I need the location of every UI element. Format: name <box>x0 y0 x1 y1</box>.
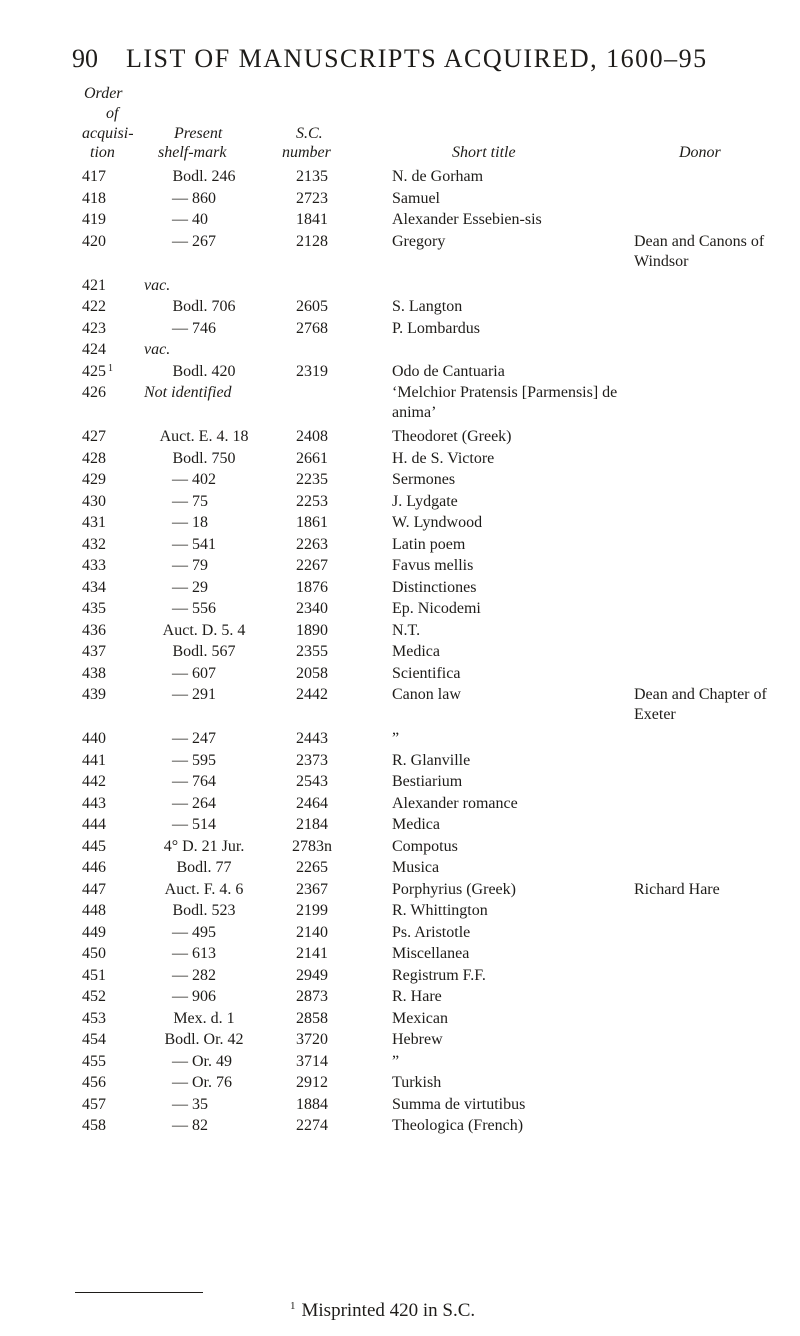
order-number: 422 <box>82 298 106 315</box>
shelf-mark: — 82 <box>172 1117 208 1134</box>
short-title: Latin poem <box>392 535 466 553</box>
short-title: Sermones <box>392 471 456 488</box>
sc-number: 2367 <box>296 880 328 898</box>
short-title: Registrum F.F. <box>392 966 486 984</box>
order-number: 435 <box>82 600 106 617</box>
order-number: 446 <box>82 859 106 876</box>
sc-number: 2464 <box>296 794 328 812</box>
sc-number: 2128 <box>296 232 328 250</box>
sc-number: 2235 <box>296 471 328 488</box>
order-number: 434 <box>82 578 106 596</box>
col-head-shelf-1: Present <box>174 125 223 142</box>
short-title: S. Langton <box>392 298 463 315</box>
sc-number: 2140 <box>296 923 328 941</box>
footnote-ref: 1 <box>108 362 113 374</box>
short-title: Porphyrius (Greek) <box>392 880 516 898</box>
shelf-mark: — 556 <box>172 600 216 617</box>
col-head-sc-1: S.C. <box>296 125 323 142</box>
sc-number: 2355 <box>296 643 328 660</box>
short-title: Medica <box>392 816 440 833</box>
order-number: 420 <box>82 232 106 250</box>
order-number: 418 <box>82 189 106 207</box>
order-number: 455 <box>82 1052 106 1070</box>
footnote-mark: 1 <box>290 1300 296 1312</box>
short-title: Bestiarium <box>392 773 463 790</box>
footnote <box>290 1300 475 1322</box>
shelf-mark: Bodl. 420 <box>172 362 236 380</box>
shelf-mark: Not identified <box>144 384 232 401</box>
short-title: Gregory <box>392 232 446 250</box>
sc-number: 2723 <box>296 189 328 207</box>
col-head-order-3: acquisi- <box>82 125 134 142</box>
order-number: 451 <box>82 966 106 984</box>
order-number: 417 <box>82 168 106 185</box>
short-title: N.T. <box>392 621 421 639</box>
order-number: 447 <box>82 880 106 898</box>
col-head-title: Short title <box>452 144 516 161</box>
sc-number: 2267 <box>296 557 328 574</box>
order-number: 445 <box>82 837 106 855</box>
shelf-mark: — 764 <box>172 773 216 790</box>
donor: Richard Hare <box>634 880 720 898</box>
short-title: Alexander romance <box>392 794 518 812</box>
shelf-mark: Bodl. 706 <box>172 298 236 315</box>
order-number: 450 <box>82 945 106 962</box>
short-title: Favus mellis <box>392 557 474 574</box>
order-number: 452 <box>82 988 106 1005</box>
order-number: 442 <box>82 773 106 790</box>
shelf-mark: — 906 <box>172 988 216 1005</box>
short-title: W. Lyndwood <box>392 514 483 531</box>
short-title: Scientifica <box>392 664 461 682</box>
sc-number: 1884 <box>296 1095 328 1113</box>
col-head-donor: Donor <box>679 144 721 161</box>
sc-number: 1861 <box>296 514 328 531</box>
shelf-mark: — Or. 49 <box>172 1052 232 1070</box>
order-number: 458 <box>82 1117 106 1134</box>
short-title: ” <box>392 1052 400 1070</box>
shelf-mark: — 264 <box>172 794 216 812</box>
sc-number: 2135 <box>296 168 328 185</box>
sc-number: 2319 <box>296 362 328 380</box>
sc-number: 2443 <box>296 730 328 747</box>
order-number: 453 <box>82 1009 106 1027</box>
col-head-order-4: tion <box>90 144 115 161</box>
order-number: 430 <box>82 492 106 510</box>
short-title: Alexander Essebien-sis <box>392 211 542 228</box>
shelf-mark: Bodl. Or. 42 <box>164 1031 244 1048</box>
sc-number: 2783n <box>292 837 332 855</box>
order-number: 426 <box>82 384 106 401</box>
sc-number: 2873 <box>296 988 328 1005</box>
short-title: Turkish <box>392 1074 442 1091</box>
short-title: Odo de Cantuaria <box>392 362 505 380</box>
order-number: 456 <box>82 1074 106 1091</box>
sc-number: 2661 <box>296 449 328 467</box>
sc-number: 2274 <box>296 1117 328 1134</box>
footnote-text: Misprinted 420 in S.C. <box>301 1300 476 1321</box>
shelf-mark: Bodl. 750 <box>172 449 236 467</box>
col-head-shelf-2: shelf-mark <box>158 144 227 161</box>
donor: Dean and Chapter of Exeter <box>634 686 767 723</box>
shelf-mark: Auct. F. 4. 6 <box>164 880 244 898</box>
shelf-mark: vac. <box>144 341 171 358</box>
short-title: Samuel <box>392 189 440 207</box>
shelf-mark: Auct. D. 5. 4 <box>162 621 246 639</box>
order-number: 421 <box>82 276 106 294</box>
sc-number: 3714 <box>296 1052 328 1070</box>
shelf-mark: — 595 <box>172 751 216 769</box>
page-number: 90 <box>72 44 98 73</box>
sc-number: 1890 <box>296 621 328 639</box>
short-title: Mexican <box>392 1009 448 1027</box>
order-number: 424 <box>82 341 106 358</box>
short-title: Distinctiones <box>392 578 477 596</box>
order-number: 444 <box>82 816 106 833</box>
short-title: Canon law <box>392 686 461 703</box>
order-number: 423 <box>82 319 106 337</box>
short-title: Summa de virtutibus <box>392 1095 526 1113</box>
short-title: ” <box>392 730 400 747</box>
col-head-order-1: Order <box>84 85 123 102</box>
short-title: H. de S. Victore <box>392 449 495 467</box>
shelf-mark: — 282 <box>172 966 216 984</box>
short-title: Hebrew <box>392 1031 443 1048</box>
shelf-mark: — 402 <box>172 471 216 488</box>
short-title: Theodoret (Greek) <box>392 428 512 445</box>
sc-number: 1876 <box>296 578 328 596</box>
short-title: Medica <box>392 643 440 660</box>
sc-number: 2442 <box>296 686 328 703</box>
shelf-mark: — 291 <box>172 686 216 703</box>
shelf-mark: vac. <box>144 276 171 294</box>
shelf-mark: 4° D. 21 Jur. <box>163 837 245 855</box>
sc-number: 2263 <box>296 535 328 553</box>
col-head-sc-2: number <box>282 144 331 161</box>
shelf-mark: — 75 <box>172 492 208 510</box>
col-head-order-2: of <box>106 105 119 122</box>
sc-number: 2912 <box>296 1074 328 1091</box>
short-title: Ep. Nicodemi <box>392 600 481 617</box>
order-number: 438 <box>82 664 106 682</box>
shelf-mark: Bodl. 567 <box>172 643 236 660</box>
sc-number: 3720 <box>296 1031 328 1048</box>
short-title: Ps. Aristotle <box>392 923 471 941</box>
shelf-mark: Mex. d. 1 <box>173 1009 235 1027</box>
footnote-rule <box>75 1292 203 1293</box>
sc-number: 2199 <box>296 902 328 919</box>
order-number: 454 <box>82 1031 106 1048</box>
order-number: 436 <box>82 621 106 639</box>
shelf-mark: Bodl. 523 <box>172 902 236 919</box>
order-number: 432 <box>82 535 106 553</box>
sc-number: 1841 <box>296 211 328 228</box>
shelf-mark: — 35 <box>172 1095 208 1113</box>
donor: Dean and Canons of Windsor <box>634 232 765 270</box>
order-number: 441 <box>82 751 106 769</box>
sc-number: 2605 <box>296 298 328 315</box>
shelf-mark: — 267 <box>172 232 216 250</box>
sc-number: 2265 <box>296 859 328 876</box>
sc-number: 2184 <box>296 816 328 833</box>
order-number: 439 <box>82 686 106 703</box>
sc-number: 2373 <box>296 751 328 769</box>
shelf-mark: — Or. 76 <box>172 1074 232 1091</box>
sc-number: 2340 <box>296 600 328 617</box>
shelf-mark: — 29 <box>172 578 208 596</box>
short-title: Miscellanea <box>392 945 470 962</box>
short-title: N. de Gorham <box>392 168 484 185</box>
short-title: J. Lydgate <box>392 492 458 510</box>
order-number: 443 <box>82 794 106 812</box>
shelf-mark: — 746 <box>172 319 216 337</box>
shelf-mark: — 607 <box>172 664 216 682</box>
short-title: R. Glanville <box>392 751 471 769</box>
sc-number: 2141 <box>296 945 328 962</box>
shelf-mark: — 18 <box>172 514 208 531</box>
shelf-mark: Bodl. 77 <box>176 859 232 876</box>
order-number: 440 <box>82 730 106 747</box>
order-number: 449 <box>82 923 106 941</box>
sc-number: 2253 <box>296 492 328 510</box>
order-number: 429 <box>82 471 106 488</box>
short-title: R. Whittington <box>392 902 488 919</box>
order-number: 457 <box>82 1095 106 1113</box>
short-title: Musica <box>392 859 440 876</box>
sc-number: 2949 <box>296 966 328 984</box>
shelf-mark: — 541 <box>172 535 216 553</box>
short-title: Compotus <box>392 837 458 855</box>
sc-number: 2543 <box>296 773 328 790</box>
shelf-mark: — 860 <box>172 189 216 207</box>
sc-number: 2408 <box>296 428 328 445</box>
short-title: R. Hare <box>392 988 442 1005</box>
running-title: LIST OF MANUSCRIPTS ACQUIRED, 1600–95 <box>126 44 708 73</box>
order-number: 433 <box>82 557 106 574</box>
page-header <box>72 44 732 84</box>
order-number: 419 <box>82 211 106 228</box>
sc-number: 2768 <box>296 319 328 337</box>
order-number: 431 <box>82 514 106 531</box>
order-number: 428 <box>82 449 106 467</box>
order-number: 427 <box>82 428 106 445</box>
sc-number: 2858 <box>296 1009 328 1027</box>
shelf-mark: — 495 <box>172 923 216 941</box>
sc-number: 2058 <box>296 664 328 682</box>
short-title: Theologica (French) <box>392 1117 524 1134</box>
order-number: 437 <box>82 643 106 660</box>
shelf-mark: — 247 <box>172 730 216 747</box>
shelf-mark: Bodl. 246 <box>172 168 236 185</box>
shelf-mark: — 40 <box>172 211 208 228</box>
shelf-mark: Auct. E. 4. 18 <box>159 428 249 445</box>
order-number: 425 <box>82 362 106 380</box>
shelf-mark: — 613 <box>172 945 216 962</box>
shelf-mark: — 79 <box>172 557 208 574</box>
short-title: P. Lombardus <box>392 319 480 337</box>
shelf-mark: — 514 <box>172 816 216 833</box>
order-number: 448 <box>82 902 106 919</box>
short-title: ‘Melchior Pratensis [Parmensis] de anima’ <box>392 384 618 421</box>
